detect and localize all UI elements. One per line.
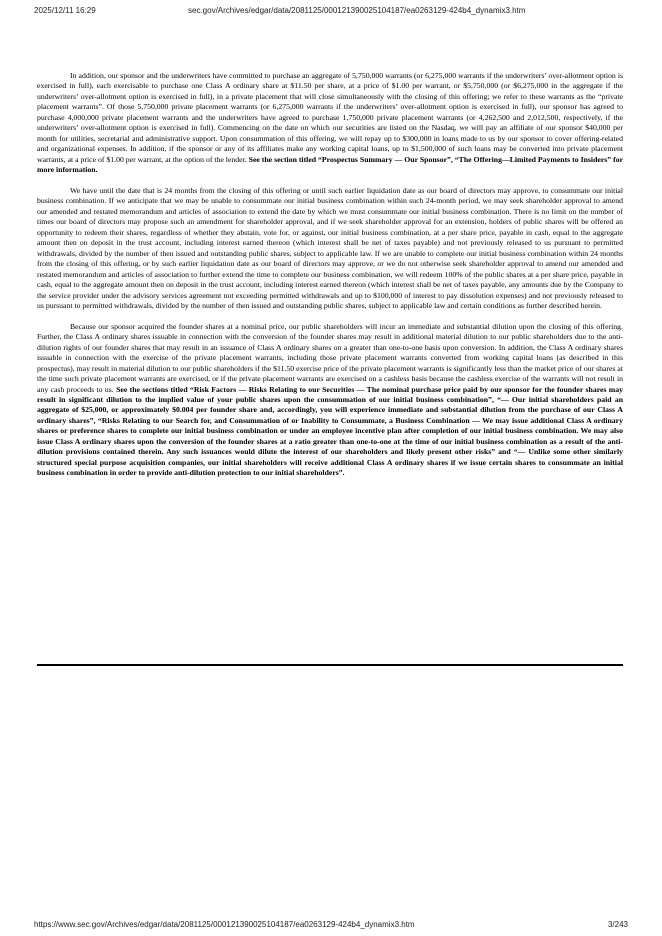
paragraph-business-combination-deadline bbox=[37, 186, 623, 311]
paragraph-text: We have until the date that is 24 months from the closing of this offering or until such earlier liquidation date as our board of directors may approve, to consummate our initial business combination. If we anticipate that we may be unable to consummate our initial business combination within such 24-month period, we may seek shareholder approval to amend our amended and restated memorandum and articles of association to extend the date by which we must consummate our initial business combination. There is no limit on the number of times our board of directors may propose such an amendment for shareholder approval, and if we seek shareholder approval for an extension, holders of public shares will be offered an opportunity to redeem their shares, regardless of whether they abstain, vote for, or against, our initial business combination, at a per share price, payable in cash, equal to the aggregate amount then on deposit in the trust account, including interest earned thereon (which interest shall be net of taxes payable) and not previously released to us pursuant to permitted withdrawals, divided by the number of then issued and outstanding public shares, subject to applicable law. If we are unable to complete our initial business combination within 24 months from the closing of this offering, or by such earlier liquidation date as our board of directors may approve, or we do not otherwise seek shareholder approval to amend our amended and restated memorandum and articles of association to further extend the time to complete our business combination, we will redeem 100% of the public shares at a per share price, payable in cash, equal to the aggregate amount then on deposit in the trust account, including interest earned thereon (which interest shall be net of taxes payable, any amounts due by the Company to the service provider under the advisory services agreement not exceeding permitted withdrawals and up to $100,000 of interest to pay dissolution expenses) and not previously released to us pursuant to permitted withdrawals, divided by the number of then issued and outstanding public shares, subject to applicable law and certain conditions as further described herein. bbox=[37, 185, 623, 310]
paragraph-text: Because our sponsor acquired the founder shares at a nominal price, our public shareholders will incur an immediate and substantial dilution upon the closing of this offering. Further, the Class A ordinary shares issuable in connection with the conversion of the founder shares may result in additional material dilution to our public shareholders due to the anti-dilution rights of our founder shares that may result in an issuance of Class A ordinary shares on a greater than one-to-one basis upon conversion. In addition, the Class A ordinary shares issuable in connection with the exercise of the private placement warrants, including those private placement warrants converted from working capital loans (as described in this prospectus), may result in material dilution to our public shareholders if the $11.50 exercise price of the private placement warrants is significantly less than the market price of our shares at the time such private placement warrants are exercised, or if the private placement warrants are exercised on a cashless basis because the cashless exercise of the warrants will not result in any cash proceeds to us. bbox=[37, 321, 623, 394]
print-footer-url[interactable]: https://www.sec.gov/Archives/edgar/data/2081125/000121390025104187/ea0263129-424b4_dynamix3.htm bbox=[34, 920, 415, 929]
paragraph-dilution bbox=[37, 322, 623, 479]
page-number: 3/243 bbox=[607, 920, 628, 929]
cross-reference-bold: See the sections titled “Risk Factors — Risks Relating to our Securities — The nominal purchase price paid by our sponsor for the founder shares may result in significant dilution to the implied value of your public shares upon the consummation of our initial business combination”, “— Our initial shareholders paid an aggregate of $25,000, or approximately $0.004 per founder share and, accordingly, you will experience immediate and substantial dilution from the purchase of our Class A ordinary shares”, “Risks Relating to our Search for, and Consummation of or Inability to Consummate, a Business Combination — We may issue additional Class A ordinary shares or preference shares to complete our initial business combination or under an employee incentive plan after completion of our initial business combination. We may also issue Class A ordinary shares upon the conversion of the founder shares at a ratio greater than one-to-one at the time of our initial business combination as a result of the anti-dilution provisions contained therein. Any such issuances would dilute the interest of our shareholders and likely present other risks” and “— Unlike some other similarly structured special purpose acquisition companies, our initial shareholders will receive additional Class A ordinary shares if we issue certain shares to consummate an initial business combination in order to provide anti-dilution protection to our initial shareholders”. bbox=[37, 384, 624, 478]
print-header-url[interactable]: sec.gov/Archives/edgar/data/2081125/000121390025104187/ea0263129-424b4_dynamix3.htm bbox=[188, 6, 526, 15]
page-divider bbox=[37, 664, 623, 666]
print-datetime: 2025/12/11 16:29 bbox=[34, 6, 96, 15]
paragraph-private-placement bbox=[37, 71, 623, 176]
document-body bbox=[37, 71, 623, 489]
paragraph-text: In addition, our sponsor and the underwriters have committed to purchase an aggregate of 5,750,000 warrants (or 6,275,000 warrants if the underwriters’ over-allotment option is exercised in full), each exercisable to purchase one Class A ordinary share at $11.50 per share, at a price of $1.00 per warrant, or $5,750,000 (or $6,275,000 in the aggregate if the underwriters’ over-allotment option is exercised in full), in a private placement that will close simultaneously with the closing of this offering; we refer to these warrants as the “private placement warrants”. Of those 5,750,000 private placement warrants (or 6,275,000 warrants if the underwriters’ over-allotment option is exercised in full), our sponsor has agreed to purchase 4,000,000 private placement warrants and the underwriters have agreed to purchase 1,750,000 private placement warrants (or 4,262,500 and 2,012,500, respectively, if the underwriters’ over-allotment option is exercised in full). Commencing on the date on which our securities are listed on the Nasdaq, we will pay an affiliate of our sponsor $40,000 per month for utilities, secretarial and administrative support. Upon consummation of this offering, we will repay up to $300,000 in loans made to us by our sponsor to cover offering-related and organizational expenses. In addition, if the sponsor or any of its affiliates make any working capital loans, up to $1,500,000 of such loans may be converted into private placement warrants, at a price of $1.00 per warrant, at the option of the lender. bbox=[37, 71, 623, 164]
cross-reference-bold: See the section titled “Prospectus Summary — Our Sponsor”, “The Offering—Limited Payments to Insiders” for more information. bbox=[37, 154, 624, 175]
